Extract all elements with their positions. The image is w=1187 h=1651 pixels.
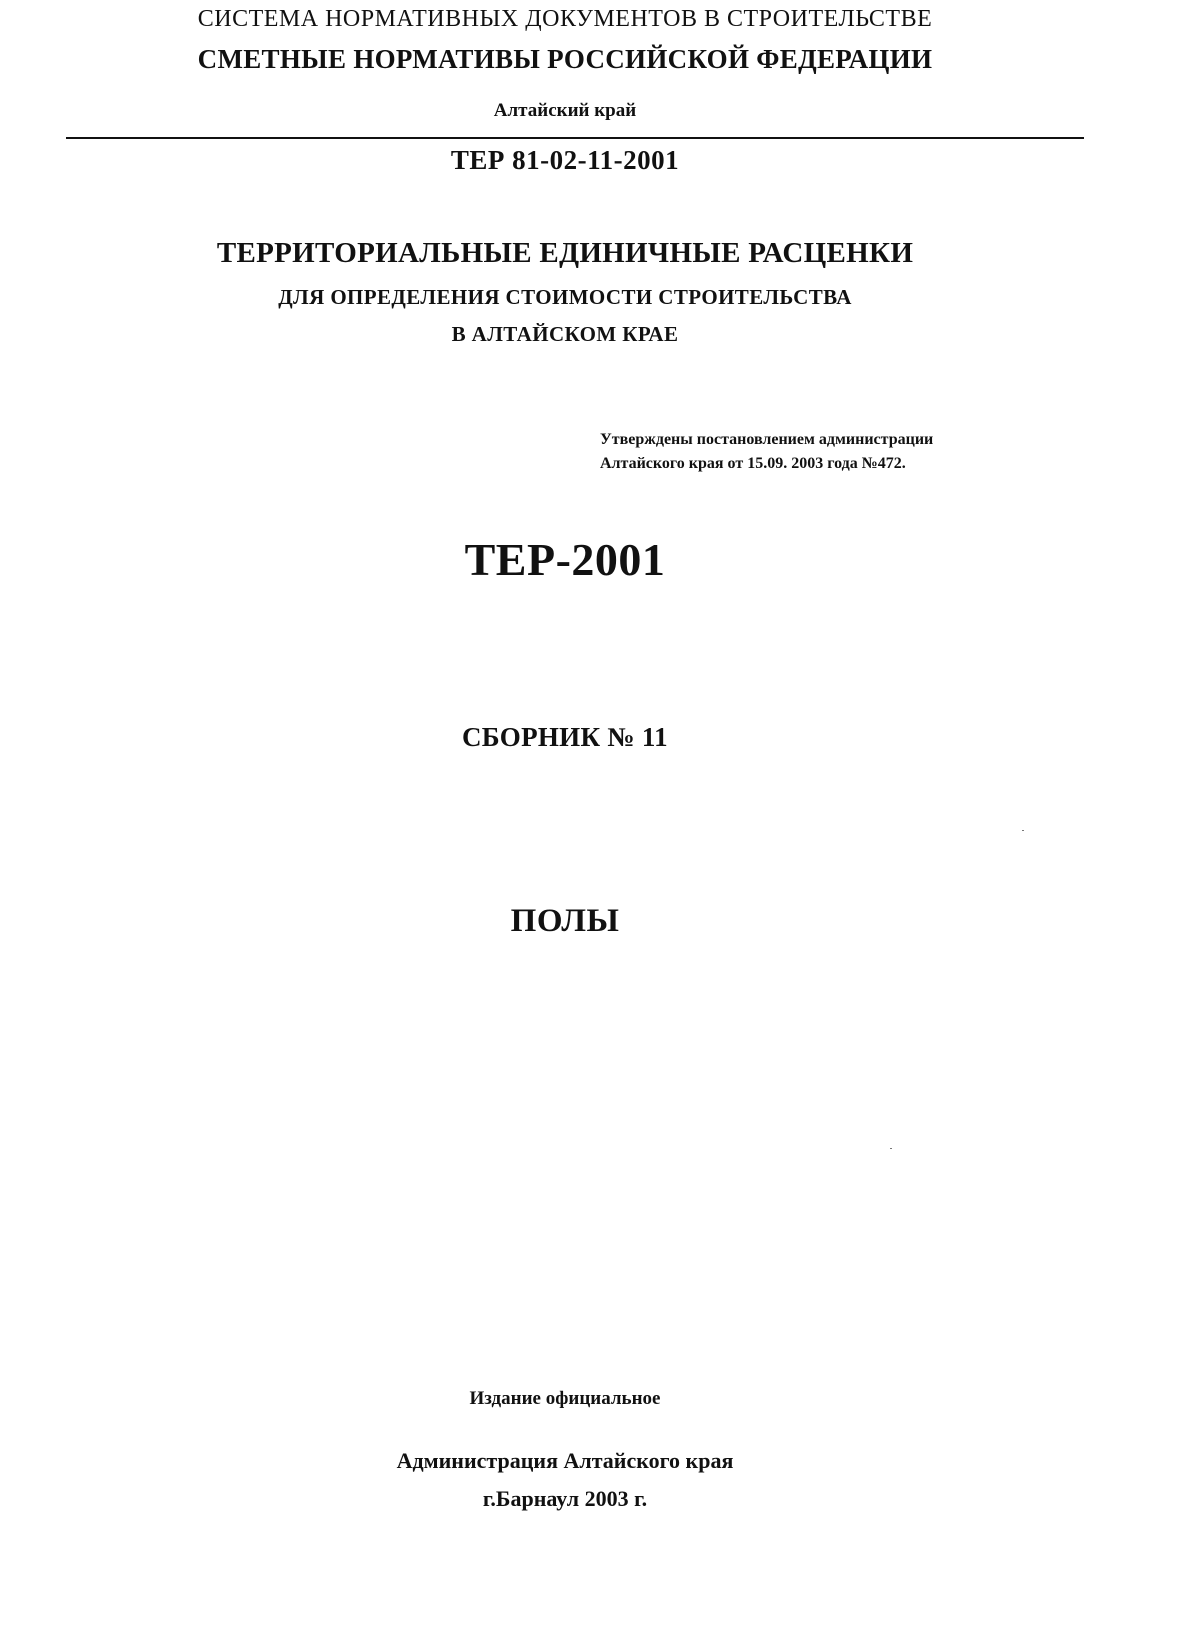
collection-number: СБОРНИК № 11 (462, 722, 668, 752)
header-divider (66, 137, 1084, 139)
system-title: СИСТЕМА НОРМАТИВНЫХ ДОКУМЕНТОВ В СТРОИТЕЛЬСТВЕ (197, 6, 933, 32)
collection-subject: ПОЛЫ (510, 903, 620, 939)
federation-title: СМЕТНЫЕ НОРМАТИВЫ РОССИЙСКОЙ ФЕДЕРАЦИИ (197, 44, 933, 74)
publisher-name: Администрация Алтайского края (396, 1448, 734, 1473)
region-label: Алтайский край (493, 100, 637, 121)
publication-place-year: г.Барнаул 2003 г. (482, 1486, 648, 1511)
approval-line1: Утверждены постановлением администрации (600, 431, 934, 448)
scan-speck (1022, 830, 1024, 831)
approval-line2: Алтайского края от 15.09. 2003 года №472. (600, 455, 906, 472)
document-subtitle-line1: ДЛЯ ОПРЕДЕЛЕНИЯ СТОИМОСТИ СТРОИТЕЛЬСТВА (278, 285, 852, 309)
series-code: ТЕР-2001 (464, 534, 666, 585)
edition-label: Издание официальное (469, 1388, 661, 1409)
document-title: ТЕРРИТОРИАЛЬНЫЕ ЕДИНИЧНЫЕ РАСЦЕНКИ (216, 237, 914, 269)
document-code: ТЕР 81-02-11-2001 (450, 145, 680, 175)
approval-note (600, 428, 933, 476)
scan-speck (890, 1148, 892, 1149)
document-subtitle-line2: В АЛТАЙСКОМ КРАЕ (451, 322, 679, 346)
